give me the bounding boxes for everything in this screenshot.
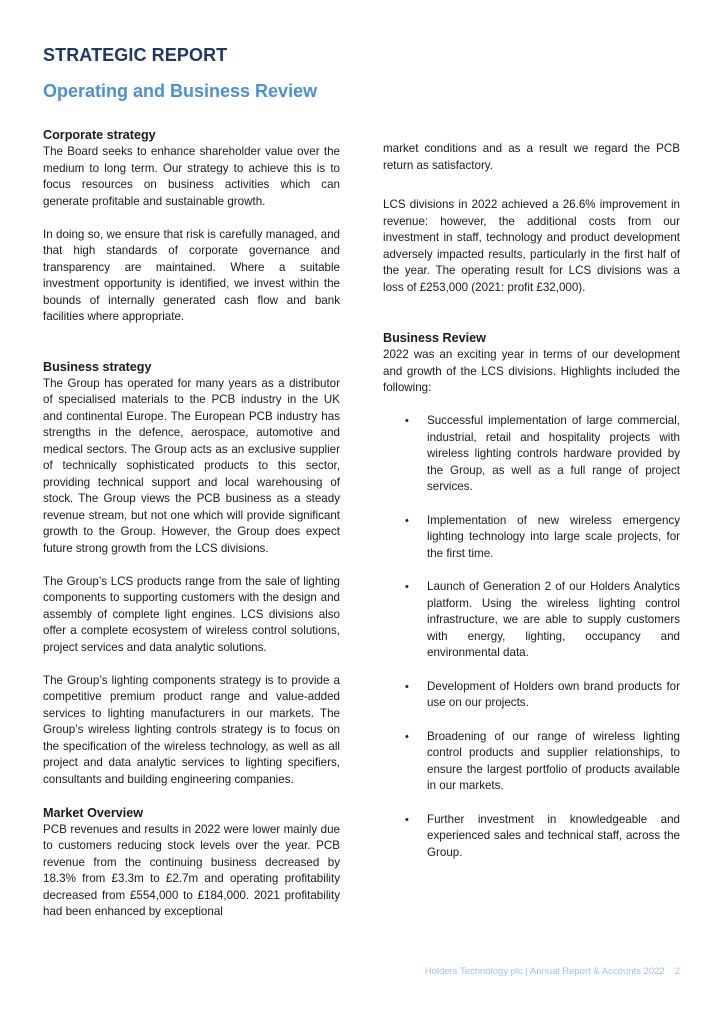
bullet-icon: • (405, 581, 409, 593)
left-column (43, 127, 340, 921)
market-overview-heading: Market Overview (43, 805, 144, 820)
business-strategy-heading: Business strategy (43, 359, 152, 374)
page-number: 2 (674, 966, 680, 977)
footer-text: Holders Technology plc | Annual Report & Accounts 2022 (424, 966, 665, 977)
bullet-icon: • (405, 680, 409, 693)
list-item (383, 812, 680, 862)
list-item (383, 729, 680, 795)
highlight-text: Further investment in knowledgeable and experienced sales and technical staff, across the Group. (427, 812, 680, 859)
highlight-text: Implementation of new wireless emergency lighting technology into large scale projects, for the first time. (427, 513, 680, 560)
bullet-icon: • (405, 730, 409, 743)
highlight-text: Successful implementation of large commercial, industrial, retail and hospitality projects with wireless lighting controls hardware provided by the Group, as well as a full range of project services. (427, 414, 680, 493)
highlight-text: Development of Holders own brand products for use on our projects. (427, 679, 680, 709)
corporate-strategy-heading: Corporate strategy (43, 128, 156, 142)
market-overview-paragraph: PCB revenues and results in 2022 were lower mainly due to customers reducing stock levels over the year. PCB revenue from the continuing business decreased by 18.3% from £3.3m to £2.7m and operating profitability decreased from £554,000 to £184,000. 2021 profitability had been enhanced by exceptional (43, 822, 340, 918)
highlight-text: Broadening of our range of wireless lighting control products and supplier relationships, to ensure the largest portfolio of products available in our markets. (427, 729, 680, 792)
lcs-results-paragraph: LCS divisions in 2022 achieved a 26.6% improvement in revenue: however, the additional costs from our investment in staff, technology and product development adversely impacted results, particularly in the first half of the year. The operating result for LCS divisions was a loss of £253,000 (2021: profit £32,000). (383, 198, 680, 294)
highlight-text: Launch of Generation 2 of our Holders Analytics platform. Using the wireless lighting control infrastructure, we are able to supply customers with energy, lighting, occupancy and environmental data. (427, 580, 680, 659)
corporate-strategy-paragraph-2: In doing so, we ensure that risk is carefully managed, and that high standards of corporate governance and transparency are maintained. Where a suitable investment opportunity is identified, we invest within the bounds of internally generated cash flow and bank facilities where appropriate. (43, 227, 340, 323)
business-strategy-paragraph-3: The Group’s lighting components strategy is to provide a competitive premium product range and value-added services to lighting manufacturers in our markets. The Group’s wireless lighting controls strategy is to focus on the specification of the wireless technology, as well as all project and data analytic services to lighting specifiers, consultants and building engineering companies. (43, 673, 340, 786)
business-strategy-paragraph-2: The Group’s LCS products range from the sale of lighting components to supporting customers with the design and assembly of complete light engines. LCS divisions also offer a complete ecosystem of wireless control solutions, project services and data analytic solutions. (43, 574, 340, 654)
bullet-icon: • (405, 813, 409, 826)
list-item (383, 413, 680, 496)
report-title: STRATEGIC REPORT (43, 45, 228, 65)
page-footer (425, 966, 680, 977)
right-column (383, 141, 680, 878)
market-overview-continuation: market conditions and as a result we regard the PCB return as satisfactory. (383, 142, 680, 172)
business-review-intro: 2022 was an exciting year in terms of our development and growth of the LCS divisions. Highlights included the following: (383, 348, 680, 394)
bullet-icon: • (405, 514, 409, 527)
highlights-list (383, 413, 680, 861)
section-title: Operating and Business Review (43, 81, 318, 101)
business-review-heading: Business Review (383, 331, 486, 345)
list-item (383, 679, 680, 712)
list-item (383, 513, 680, 563)
business-strategy-paragraph-1: The Group has operated for many years as a distributor of specialised materials to the PCB industry in the UK and continental Europe. The European PCB industry has strengths in the defence, aerospace, automotive and medical sectors. The Group acts as an exclusive supplier of technically sophisticated products to this sector, providing technical support and local warehousing of stock. The Group views the PCB business as a steady revenue stream, but not one which will provide significant growth to the Group. However, the Group does expect future strong growth from the LCS divisions. (43, 376, 340, 555)
corporate-strategy-paragraph-1: The Board seeks to enhance shareholder value over the medium to long term. Our strategy to achieve this is to focus resources on business activities which can generate profitable and sustainable growth. (43, 145, 340, 208)
bullet-icon: • (405, 415, 409, 427)
list-item (383, 579, 680, 662)
